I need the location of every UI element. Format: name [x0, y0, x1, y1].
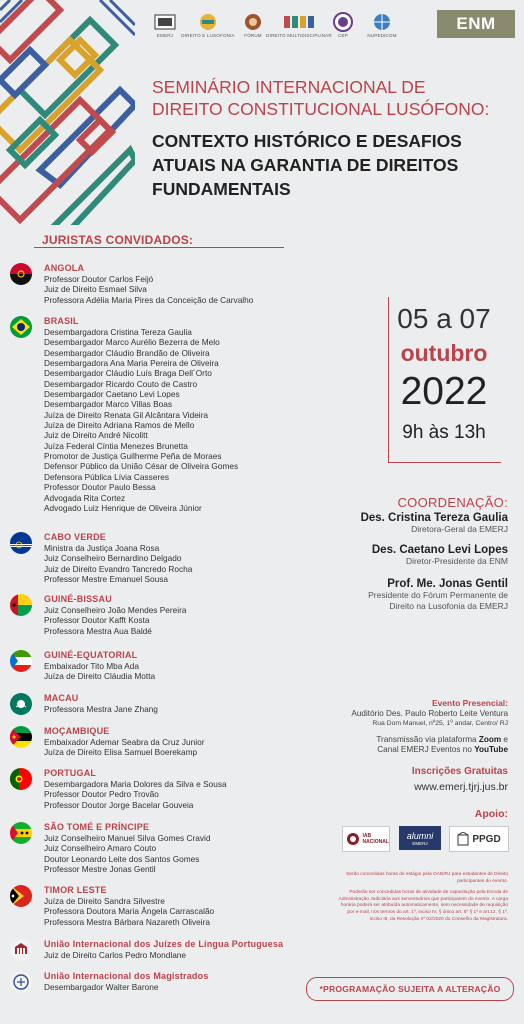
- jurist-names: [44, 605, 187, 636]
- jurist-names: [44, 950, 186, 960]
- jurist-name: Professor Doutor Pedro Trovão: [44, 789, 159, 800]
- jurist-name: Ministra da Justiça Joana Rosa: [44, 543, 160, 553]
- jurist-name: Defensora Pública Lívia Casseres: [44, 471, 169, 482]
- cep-logo: [330, 8, 356, 42]
- jurist-name: Professor Mestre Emanuel Sousa: [44, 574, 169, 585]
- jurist-name: Juíza Federal Cíntia Menezes Brunetta: [44, 440, 188, 451]
- title-line-2: DIREITO CONSTITUCIONAL LUSÓFONO:: [152, 99, 490, 119]
- jurist-names: [44, 661, 155, 682]
- country-flag-icon: [10, 594, 32, 616]
- jurists-heading-underline: [34, 247, 284, 248]
- date-days: 05 a 07: [397, 303, 491, 334]
- country-flag-icon: [10, 726, 32, 748]
- coordinator-name: Des. Cristina Tereza Gaulia: [360, 512, 508, 524]
- country-flag-icon: [10, 768, 32, 790]
- event-venue: Auditório Des. Paulo Roberto Leite Ventura: [351, 708, 508, 718]
- fine-print-oab: Serão concedidas horas de estágio pela OAB/RJ para estudantes de Direito participantes do evento.: [346, 872, 508, 884]
- coordinator-role: Diretora-Geral da EMERJ: [411, 524, 508, 534]
- coordinator-role: Presidente do Fórum Permanente de: [368, 590, 508, 600]
- jurists-heading: JURISTAS CONVIDADOS:: [42, 233, 194, 247]
- jurist-name: Desembargadora Ana Maria Pereira de Oliveira: [44, 358, 219, 369]
- jurist-name: Juíza de Direito Cláudia Motta: [44, 671, 156, 682]
- jurist-names: [44, 833, 210, 874]
- jurist-name: Juíza de Direito Renata Gil Alcântara Videira: [44, 409, 209, 420]
- country-flag-icon: [10, 822, 32, 844]
- fine-print-capacitacao: Poderão ser concedidas horas de atividade de capacitação pela Escola de Administração Judiciária aos serventuários que participarem do evento. A carga horária poderá ser atribuída automaticamente, sem necessidade de requisição por e-mail, nos termos do art. 1º, inciso IV, § único art. 6º § 1º e art.12, § 1º, inciso III, da Resolução nº 02/2020 do Conselho da Magistratura.: [338, 890, 508, 922]
- country-flag-icon: [10, 316, 32, 338]
- forum-emblem-icon: [242, 12, 264, 32]
- alumni-logo-subtext: EMERJ: [412, 840, 428, 846]
- country-flag-icon: [10, 693, 32, 715]
- jurist-name: Professor Doutor Carlos Feijó: [44, 274, 154, 284]
- jurist-name: Promotor de Justiça Guilherme Peña de Moraes: [44, 451, 222, 462]
- jurist-names: [44, 779, 227, 810]
- tribal-pattern-graphic: [0, 0, 135, 225]
- lusofonia-logo-label: DIREITO E LUSOFONIA: [181, 33, 235, 38]
- jurist-name: Desembargadora Maria Dolores da Silva e Sousa: [44, 779, 227, 789]
- jurist-names: [44, 896, 214, 927]
- alumni-logo-text: alumni: [406, 830, 434, 841]
- youtube-label: YouTube: [474, 745, 508, 754]
- coordinator-name: Des. Caetano Levi Lopes: [371, 544, 508, 556]
- country-name: União Internacional dos Magistrados: [44, 971, 209, 981]
- iab-logo: [342, 826, 390, 852]
- country-name: GUINÉ-EQUATORIAL: [44, 650, 138, 660]
- event-stream-2: Canal EMERJ Eventos no YouTube: [377, 745, 508, 754]
- forum-logo: [238, 8, 268, 42]
- jurist-name: Advogado Luiz Henrique de Oliveira Júnior: [44, 502, 202, 513]
- jurist-name: Juiz de Direito Evandro Tancredo Rocha: [44, 563, 193, 574]
- jurist-name: Desembargador Caetano Levi Lopes: [44, 389, 180, 400]
- jurist-name: Professora Mestra Jane Zhang: [44, 704, 158, 714]
- jurist-name: Professor Doutor Paulo Bessa: [44, 482, 156, 493]
- event-heading: Evento Presencial:: [431, 698, 508, 708]
- event-address: Rua Dom Manuel, nº25, 1º andar, Centro/ RJ: [372, 720, 508, 727]
- jurist-name: Professora Doutora Maria Ângela Carrascalão: [44, 906, 215, 917]
- coordinator-role: Diretor-Presidente da ENM: [405, 556, 508, 566]
- subtitle-line-2: ATUAIS NA GARANTIA DE DIREITOS: [152, 155, 459, 175]
- partner-logos-strip: [150, 8, 515, 42]
- iab-logo-text: IAB NACIONAL: [362, 833, 389, 845]
- jurist-names: [44, 543, 192, 584]
- coordinator-role-cont: Direito na Lusofonia da EMERJ: [389, 600, 508, 611]
- forum-logo-label: FÓRUM: [244, 33, 262, 38]
- jurist-name: Professora Mestra Aua Baldé: [44, 625, 152, 636]
- jurist-name: Desembargadora Cristina Tereza Gaulia: [44, 327, 192, 337]
- jurist-name: Embaixador Tito Mba Ada: [44, 661, 140, 671]
- event-title-subtitle: [152, 129, 517, 201]
- coordinator-3: [290, 578, 508, 611]
- enm-logo: [437, 10, 515, 38]
- country-name: BRASIL: [44, 316, 79, 326]
- jurist-name: Advogada Rita Cortez: [44, 492, 126, 503]
- country-flag-icon: [10, 971, 32, 993]
- cep-emblem-icon: [332, 12, 354, 32]
- country-name: MOÇAMBIQUE: [44, 726, 110, 736]
- event-title-primary: [152, 76, 517, 120]
- jurist-name: Desembargador Walter Barone: [44, 982, 159, 992]
- alumni-emerj-logo: [399, 826, 441, 850]
- subtitle-line-1: CONTEXTO HISTÓRICO E DESAFIOS: [152, 131, 462, 151]
- date-time: 9h às 13h: [402, 422, 486, 443]
- country-name: PORTUGAL: [44, 768, 97, 778]
- jurist-name: Juíza de Direito Sandra Silvestre: [44, 896, 165, 906]
- coordinator-2: [290, 544, 508, 567]
- multidisciplinar-emblem-icon: [282, 12, 316, 32]
- emerj-logo-label: EMERJ: [156, 33, 174, 38]
- jurist-name: Juíza de Direito Adriana Ramos de Mello: [44, 420, 195, 431]
- country-name: CABO VERDE: [44, 532, 107, 542]
- multidisciplinar-logo-label: DIREITO MULTIDISCIPLINAR: [266, 33, 332, 38]
- ppgd-logo: [449, 826, 509, 852]
- support-heading: Apoio:: [474, 808, 508, 820]
- country-name: TIMOR LESTE: [44, 885, 107, 895]
- date-month: outubro: [400, 340, 488, 366]
- ppgd-building-icon: [457, 832, 469, 846]
- jurist-name: Professor Doutor Kafft Kosta: [44, 615, 150, 626]
- jurist-name: Professora Mestra Bárbara Nazareth Oliveira: [44, 916, 211, 927]
- jurist-name: Desembargador Ricardo Couto de Castro: [44, 378, 198, 389]
- emerj-emblem-icon: [154, 12, 176, 32]
- date-year: 2022: [400, 370, 488, 413]
- country-name: GUINÉ-BISSAU: [44, 594, 112, 604]
- event-location-info: [300, 698, 508, 756]
- jurist-name: Desembargador Cláudio Luís Braga Dell´Orto: [44, 368, 212, 379]
- jurist-name: Juiz de Direito Carlos Pedro Mondlane: [44, 950, 187, 960]
- jurist-names: [44, 982, 159, 992]
- jurist-name: Desembargador Marco Villas Boas: [44, 399, 173, 410]
- jurist-name: Juíza de Direito Elisa Samuel Boerekamp: [44, 747, 198, 758]
- country-flag-icon: [10, 939, 32, 961]
- jurist-name: Juiz Conselheiro Manuel Silva Gomes Cravid: [44, 833, 211, 843]
- coordination-heading: COORDENAÇÃO:: [397, 495, 508, 510]
- lusofonia-emblem-icon: [197, 12, 219, 32]
- country-flag-icon: [10, 263, 32, 285]
- jurist-name: Desembargador Marco Aurélio Bezerra de Melo: [44, 337, 220, 348]
- lusofonia-logo: [181, 8, 235, 42]
- jurist-names: [44, 274, 253, 305]
- multidisciplinar-logo: [266, 8, 332, 42]
- registration-website-link[interactable]: www.emerj.tjrj.jus.br: [414, 781, 508, 793]
- country-flag-icon: [10, 885, 32, 907]
- emerj-logo: [150, 8, 180, 42]
- country-name: SÃO TOMÉ E PRÍNCIPE: [44, 822, 150, 832]
- enm-logo-text: ENM: [456, 14, 496, 33]
- jurist-name: Professor Mestre Jonas Gentil: [44, 864, 156, 875]
- schedule-change-notice: *PROGRAMAÇÃO SUJEITA A ALTERAÇÃO: [306, 977, 514, 1001]
- jurist-name: Juiz Conselheiro Bernardino Delgado: [44, 553, 182, 564]
- jurist-name: Defensor Público da União César de Oliveira Gomes: [44, 461, 239, 472]
- jurist-names: [44, 327, 238, 513]
- nupedicom-logo-label: NUPEDICOM: [367, 33, 397, 38]
- coordinator-1: [290, 512, 508, 535]
- country-name: União Internacional dos Juízes de Língua Portuguesa: [44, 939, 284, 949]
- country-name: MACAU: [44, 693, 79, 703]
- jurist-names: [44, 704, 158, 714]
- jurist-name: Doutor Leonardo Leite dos Santos Gomes: [44, 853, 200, 864]
- subtitle-line-3: FUNDAMENTAIS: [152, 179, 291, 199]
- jurist-names: [44, 737, 205, 758]
- iab-seal-icon: [346, 832, 360, 846]
- jurist-name: Professor Doutor Jorge Bacelar Gouveia: [44, 799, 194, 810]
- fine-print: [338, 872, 508, 923]
- jurist-name: Juiz de Direito André Nicolitt: [44, 430, 148, 441]
- event-stream-1: Transmissão via plataforma Zoom e: [376, 734, 508, 744]
- coordinator-name: Prof. Me. Jonas Gentil: [387, 578, 508, 590]
- zoom-label: Zoom: [478, 734, 502, 744]
- nupedicom-logo: [362, 8, 402, 42]
- country-name: ANGOLA: [44, 263, 85, 273]
- nupedicom-globe-icon: [371, 12, 393, 32]
- country-flag-icon: [10, 650, 32, 672]
- registration-label: Inscrições Gratuitas: [411, 766, 508, 777]
- jurist-name: Embaixador Ademar Seabra da Cruz Junior: [44, 737, 205, 747]
- jurist-name: Juiz Conselheiro Amaro Couto: [44, 843, 157, 854]
- jurist-name: Professora Adélia Maria Pires da Conceição de Carvalho: [44, 294, 254, 305]
- country-flag-icon: [10, 532, 32, 554]
- title-line-1: SEMINÁRIO INTERNACIONAL DE: [152, 77, 426, 97]
- jurist-name: Juiz Conselheiro João Mendes Pereira: [44, 605, 187, 615]
- jurist-name: Desembargador Cláudio Brandão de Oliveira: [44, 347, 210, 358]
- cep-logo-label: CEP: [338, 33, 348, 38]
- ppgd-logo-text: PPGD: [472, 833, 501, 845]
- jurist-name: Juiz de Direito Esmael Silva: [44, 284, 147, 295]
